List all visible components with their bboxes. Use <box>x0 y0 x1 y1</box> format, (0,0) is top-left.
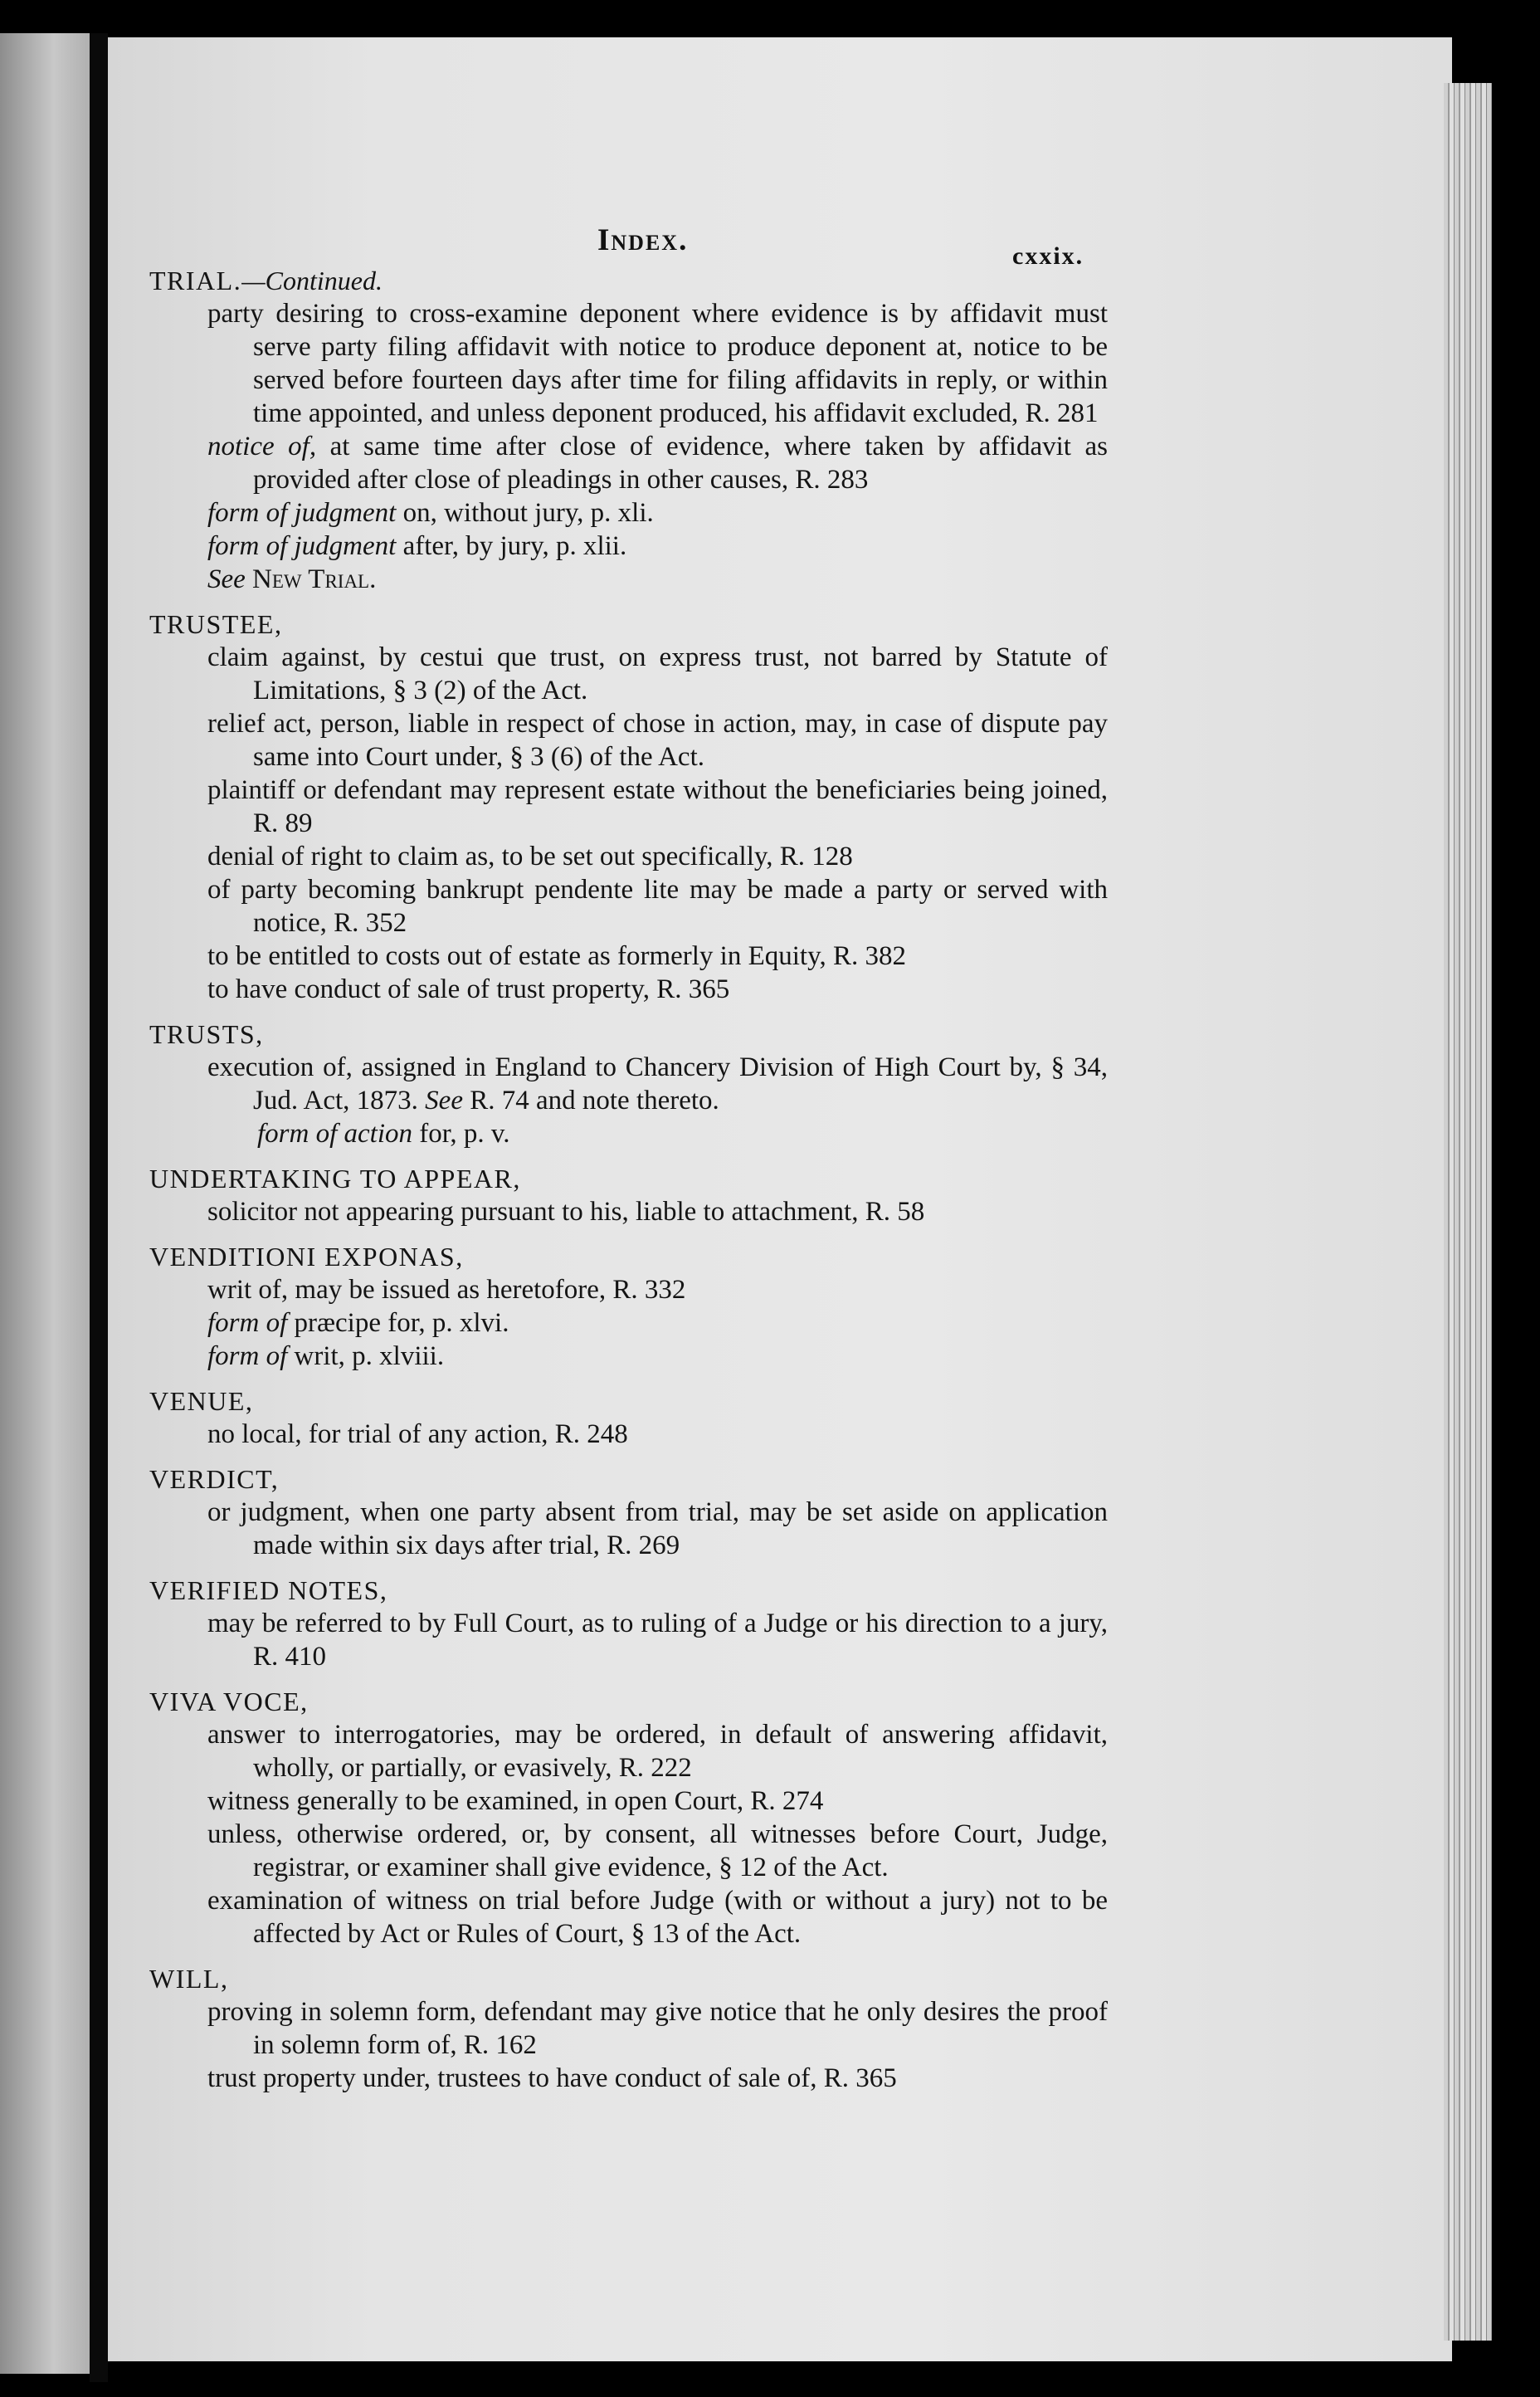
page-number: cxxix. <box>1012 242 1084 270</box>
entry-text: after, by jury, p. xlii. <box>396 531 627 561</box>
index-heading <box>149 264 1108 297</box>
index-entry <box>149 1784 1108 1818</box>
index-entry <box>149 1051 1108 1117</box>
entry-text: answer to interrogatories, may be ordered, in default of answering affidavit, wholly, or partially, or evasively, R. 222 <box>207 1720 1108 1783</box>
index-entry <box>149 2062 1108 2095</box>
entry-text: denial of right to claim as, to be set out specifically, R. 128 <box>207 842 853 871</box>
index-entry <box>149 641 1108 707</box>
index-entry <box>149 297 1108 430</box>
facing-page-edge <box>0 33 90 2374</box>
heading-text: VENUE, <box>149 1386 254 1416</box>
index-heading <box>149 608 1108 641</box>
entry-text: to have conduct of sale of trust property, R. 365 <box>207 974 730 1004</box>
entry-text: claim against, by cestui que trust, on express trust, not barred by Statute of Limitations, § 3 (2) of the Act. <box>207 642 1108 705</box>
index-entry <box>149 1818 1108 1884</box>
index-entry <box>149 1117 1108 1150</box>
index-heading <box>149 1462 1108 1496</box>
heading-text: WILL, <box>149 1964 229 1994</box>
entry-text: at same time after close of evidence, where taken by affidavit as provided after close of pleadings in other causes, R. 283 <box>253 432 1108 495</box>
index-content <box>149 264 1108 2095</box>
index-heading <box>149 1018 1108 1051</box>
book-gutter <box>90 33 108 2382</box>
index-heading <box>149 1574 1108 1607</box>
index-heading <box>149 1162 1108 1195</box>
entry-text: trust property under, trustees to have conduct of sale of, R. 365 <box>207 2063 897 2093</box>
index-entry <box>149 1418 1108 1451</box>
continued-label: —Continued. <box>241 266 383 295</box>
index-entry <box>149 940 1108 973</box>
heading-text: VENDITIONI EXPONAS, <box>149 1242 464 1272</box>
entry-tail: R. 74 and note thereto. <box>462 1086 719 1116</box>
entry-see: See <box>425 1086 463 1116</box>
index-entry <box>149 1306 1108 1340</box>
index-entry <box>149 774 1108 840</box>
index-entry <box>149 1995 1108 2062</box>
entry-text: no local, for trial of any action, R. 248 <box>207 1419 628 1449</box>
entry-text: unless, otherwise ordered, or, by consent, all witnesses before Court, Judge, registrar, or examiner shall give evidence, § 12 of the Act. <box>207 1819 1108 1882</box>
index-heading <box>149 1240 1108 1273</box>
entry-text: writ, p. xlviii. <box>287 1341 445 1371</box>
entry-text: proving in solemn form, defendant may give notice that he only desires the proof in solemn form of, R. 162 <box>207 1997 1108 2060</box>
index-heading <box>149 1685 1108 1718</box>
page-stack-edge <box>1444 83 1492 2341</box>
entry-text: on, without jury, p. xli. <box>396 498 654 528</box>
entry-lead: form of action <box>257 1119 412 1149</box>
index-entry <box>149 1496 1108 1562</box>
entry-text: præcipe for, p. xlvi. <box>287 1308 509 1338</box>
heading-text: TRIAL. <box>149 266 242 295</box>
heading-text: VERDICT, <box>149 1464 280 1494</box>
entry-text: solicitor not appearing pursuant to his, liable to attachment, R. 58 <box>207 1197 925 1227</box>
index-entry <box>149 1195 1108 1228</box>
index-entry <box>149 1884 1108 1950</box>
entry-text: party desiring to cross-examine deponent where evidence is by affidavit must serve party filing affidavit with notice to produce deponent at, notice to be served before fourteen days after time for filing affidavits in reply, or within time appointed, and unless deponent produced, his affidavit excluded, R. 281 <box>207 299 1108 428</box>
entry-text: to be entitled to costs out of estate as formerly in Equity, R. 382 <box>207 941 906 971</box>
index-entry <box>149 1607 1108 1673</box>
entry-lead: notice of, <box>207 432 317 461</box>
entry-lead: form of <box>207 1308 288 1338</box>
entry-lead: form of judgment <box>207 531 397 561</box>
index-entry <box>149 430 1108 496</box>
entry-text: relief act, person, liable in respect of chose in action, may, in case of dispute pay same into Court under, § 3 (6) of the Act. <box>207 709 1108 772</box>
index-entry <box>149 563 1108 596</box>
index-entry <box>149 1273 1108 1306</box>
index-heading <box>149 1384 1108 1418</box>
entry-text: of party becoming bankrupt pendente lite may be made a party or served with notice, R. 352 <box>207 875 1108 938</box>
running-title: Index. <box>597 223 689 257</box>
entry-lead: form of <box>207 1341 288 1371</box>
heading-text: TRUSTEE, <box>149 609 283 639</box>
entry-text: for, p. v. <box>412 1119 510 1149</box>
index-entry <box>149 530 1108 563</box>
index-entry <box>149 873 1108 940</box>
entry-text: writ of, may be issued as heretofore, R. 332 <box>207 1275 686 1305</box>
heading-text: TRUSTS, <box>149 1019 264 1049</box>
entry-text: examination of witness on trial before Judge (with or without a jury) not to be affected by Act or Rules of Court, § 13 of the Act. <box>207 1886 1108 1949</box>
heading-text: VERIFIED NOTES, <box>149 1575 388 1605</box>
index-entry <box>149 707 1108 774</box>
entry-text: plaintiff or defendant may represent estate without the beneficiaries being joined, R. 89 <box>207 775 1108 838</box>
entry-lead: See <box>207 564 246 594</box>
heading-text: UNDERTAKING TO APPEAR, <box>149 1164 521 1194</box>
index-entry <box>149 840 1108 873</box>
index-entry <box>149 973 1108 1006</box>
entry-text: may be referred to by Full Court, as to ruling of a Judge or his direction to a jury, R. 410 <box>207 1609 1108 1672</box>
index-entry <box>149 496 1108 530</box>
entry-text: witness generally to be examined, in open Court, R. 274 <box>207 1786 824 1816</box>
index-entry <box>149 1340 1108 1373</box>
index-entry <box>149 1718 1108 1784</box>
index-heading <box>149 1962 1108 1995</box>
entry-lead: form of judgment <box>207 498 397 528</box>
entry-text: execution of, assigned in England to Chancery Division of High Court by, § 34, Jud. Act, 1873. <box>207 1052 1108 1116</box>
entry-text: or judgment, when one party absent from trial, may be set aside on application made within six days after trial, R. 269 <box>207 1497 1108 1560</box>
entry-text: New Trial. <box>245 564 377 594</box>
heading-text: VIVA VOCE, <box>149 1687 309 1716</box>
